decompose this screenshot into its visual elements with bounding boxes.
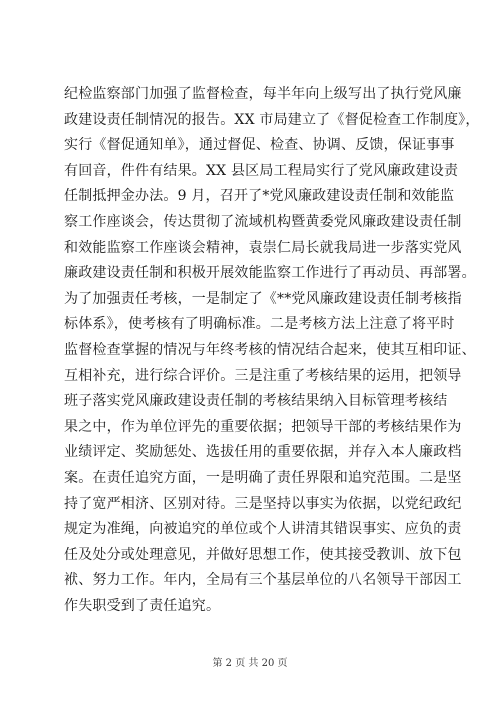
text-line: 实行《督促通知单》，通过督促、检查、协调、反馈，保证事事 — [64, 137, 455, 154]
text-line: 标体系》，使考核有了明确标准。二是考核方法上注意了将平时 — [64, 316, 455, 333]
text-line: 和效能监察工作座谈会精神，袁崇仁局长就我局进一步落实党风 — [64, 239, 462, 256]
text-line: 任及处分或处理意见，并做好思想工作，使其接受教训、放下包 — [64, 546, 462, 563]
text-line: 规定为准绳，向被追究的单位或个人讲清其错误事实、应负的责 — [64, 521, 462, 538]
text-line: 监督检查掌握的情况与年终考核的情况结合起来，使其互相印证、 — [64, 341, 476, 358]
text-line: 廉政建设责任制和积极开展效能监察工作进行了再动员、再部署。 — [64, 265, 476, 282]
page-number: 第 2 页 共 20 页 — [212, 658, 288, 669]
text-line: 有回音，件件有结果。XX 县区局工程局实行了党风廉政建设责 — [64, 162, 459, 179]
text-line: 任制抵押金办法。9 月，召开了*党风廉政建设责任制和效能监 — [64, 188, 455, 205]
text-line: 袱、努力工作。年内，全局有三个基层单位的八名领导干部因工 — [64, 572, 462, 589]
text-line: 作失职受到了责任追究。 — [64, 597, 221, 614]
text-line: 案。在责任追究方面，一是明确了责任界限和追究范围。二是坚 — [64, 469, 462, 486]
text-line: 持了宽严相济、区别对待。三是坚持以事实为依据，以党纪政纪 — [64, 495, 462, 512]
text-line: 果之中，作为单位评先的重要依据；把领导干部的考核结果作为 — [64, 418, 462, 435]
text-line: 班子落实党风廉政建设责任制的考核结果纳入目标管理考核结 — [64, 393, 448, 410]
text-line: 察工作座谈会，传达贯彻了流域机构暨黄委党风廉政建设责任制 — [64, 213, 462, 230]
body-paragraph — [64, 82, 480, 619]
text-line: 业绩评定、奖励惩处、选拔任用的重要依据，并存入本人廉政档 — [64, 444, 462, 461]
text-line: 政建设责任制情况的报告。XX 市局建立了《督促检查工作制度》， — [64, 111, 480, 128]
text-line: 互相补充，进行综合评价。三是注重了考核结果的运用，把领导 — [64, 367, 462, 384]
text-line: 为了加强责任考核，一是制定了《**党风廉政建设责任制考核指 — [64, 290, 462, 307]
text-line: 纪检监察部门加强了监督检查，每半年向上级写出了执行党风廉 — [64, 86, 462, 102]
